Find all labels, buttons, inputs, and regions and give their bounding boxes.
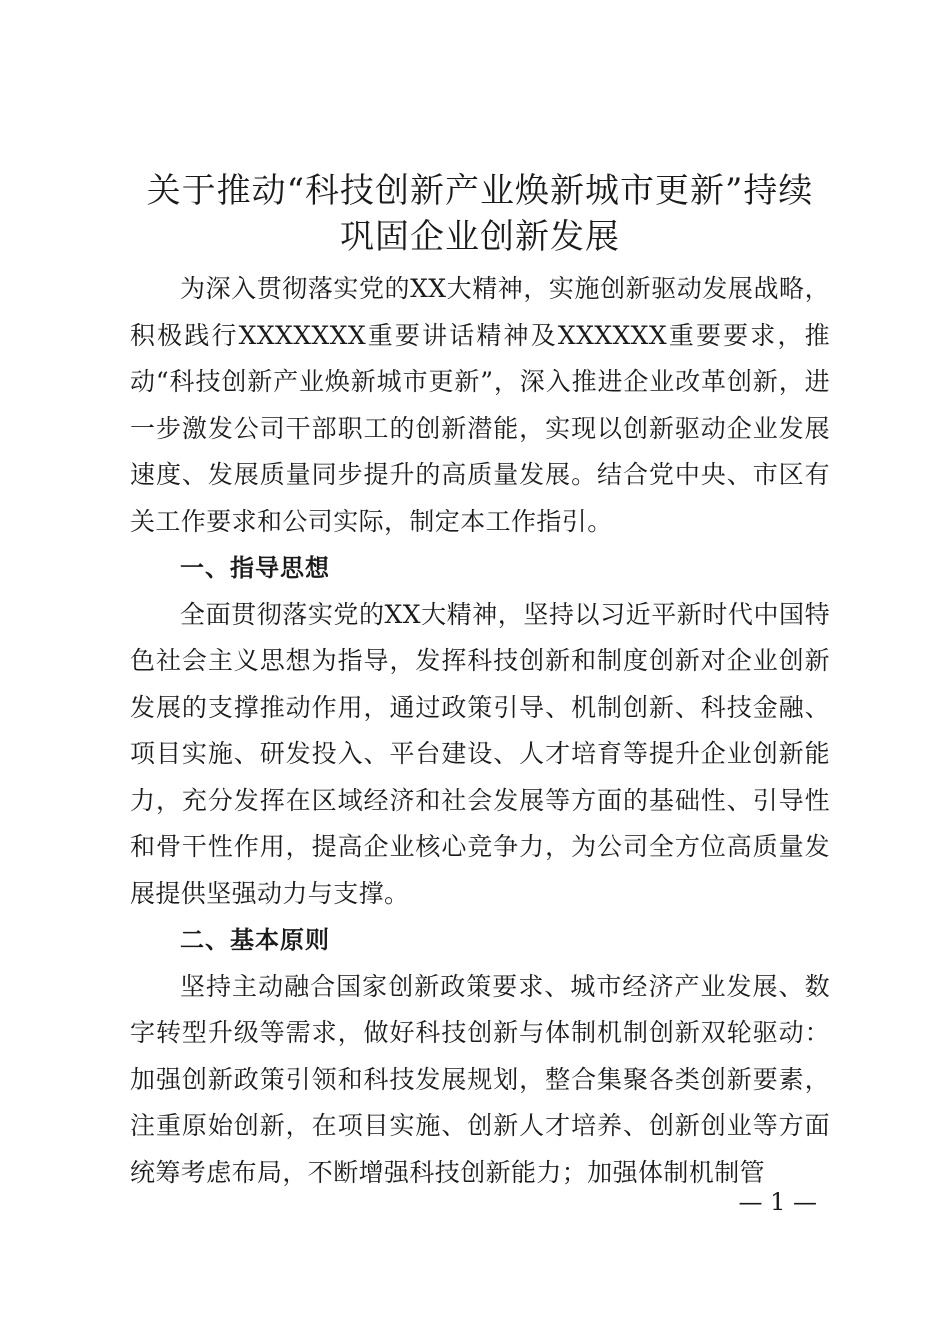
- guiding-ideology-paragraph: 全面贯彻落实党的XX大精神，坚持以习近平新时代中国特色社会主义思想为指导，发挥科技创新和制度创新对企业创新发展的支撑推动作用，通过政策引导、机制创新、科技金融、项目实施、研发投入、平台建设、人才培育等提升企业创新能力，充分发挥在区域经济和社会发展等方面的基础性、引导性和骨干性作用，提高企业核心竞争力，为公司全方位高质量发展提供坚强动力与支撑。: [130, 599, 830, 908]
- basic-principles-paragraph: 坚持主动融合国家创新政策要求、城市经济产业发展、数字转型升级等需求，做好科技创新与体制机制创新双轮驱动：加强创新政策引领和科技发展规划，整合集聚各类创新要素，注重原始创新，在项目实施、创新人才培养、创新创业等方面统筹考虑布局，不断增强科技创新能力；加强体制机制管: [130, 971, 830, 1187]
- section-heading-basic-principles: 二、基本原则: [180, 926, 330, 954]
- title-line-2: 巩固企业创新发展: [340, 217, 620, 257]
- document-title: [110, 168, 850, 260]
- intro-paragraph: 为深入贯彻落实党的XX大精神，实施创新驱动发展战略，积极践行XXXXXXX重要讲话精神及XXXXXX重要要求，推动“科技创新产业焕新城市更新”，深入推进企业改革创新，进一步激发公司干部职工的创新潜能，实现以创新驱动企业发展速度、发展质量同步提升的高质量发展。结合党中央、市区有关工作要求和公司实际，制定本工作指引。: [130, 274, 830, 536]
- title-line-1: 关于推动“科技创新产业焕新城市更新”持续: [146, 171, 814, 211]
- document-body: [130, 266, 830, 1196]
- section-heading-guiding-ideology: 一、指导思想: [180, 554, 330, 582]
- page-number: — 1 —: [738, 1188, 817, 1216]
